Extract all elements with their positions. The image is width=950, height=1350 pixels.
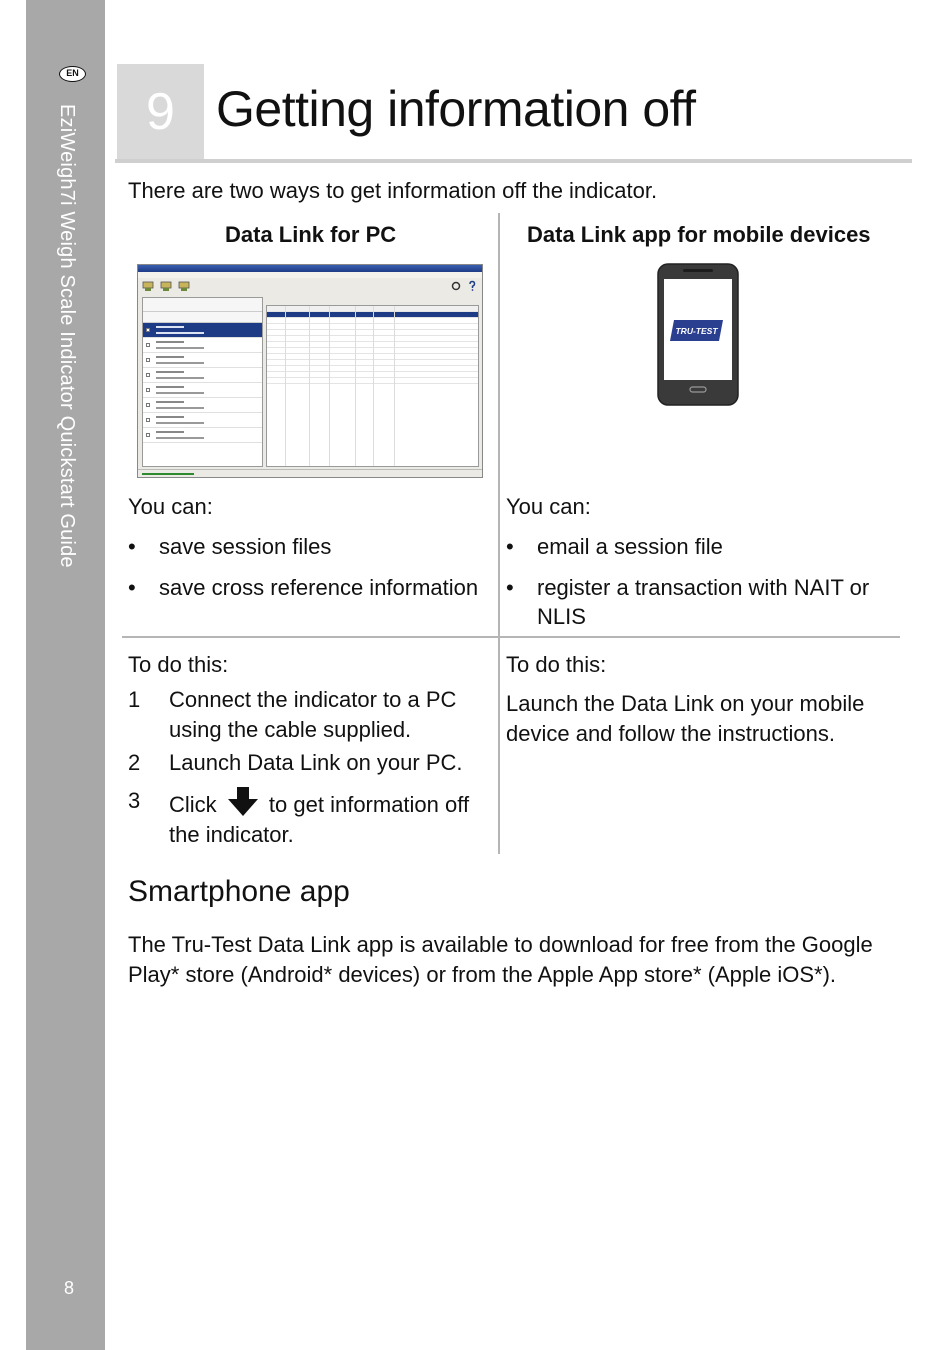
screenshot-toolbar: [138, 278, 482, 294]
list-item: • register a transaction with NAIT or NLIS: [506, 573, 876, 631]
screenshot-records-grid: [266, 305, 479, 467]
step-item: [128, 786, 493, 850]
mobile-capabilities-list: [506, 532, 876, 643]
list-item: • save session files: [128, 532, 488, 561]
step-text: Launch Data Link on your PC.: [169, 750, 463, 775]
pc-you-can: You can:: [128, 494, 213, 519]
step-text-after: to get information off the indicator.: [169, 792, 470, 847]
mobile-column-heading: Data Link app for mobile devices: [527, 222, 871, 247]
smartphone-icon: [657, 263, 739, 406]
page-number: 8: [63, 1278, 74, 1298]
column-divider: [498, 213, 500, 854]
list-item: • save cross reference information: [128, 573, 488, 602]
pc-to-do-heading: To do this:: [128, 652, 229, 677]
download-arrow-icon: [227, 786, 259, 818]
mobile-instructions: Launch the Data Link on your mobile device and follow the instructions.: [506, 691, 865, 746]
tru-test-logo: [670, 320, 723, 341]
smartphone-section-text: The Tru-Test Data Link app is available to download for free from the Google Play* store (Android* devices) or from the Apple App store* (Apple iOS*).: [128, 932, 873, 987]
step-number: 2: [128, 750, 141, 775]
chapter-rule: [115, 159, 912, 163]
toolbar-device-icon: [142, 280, 154, 292]
pc-steps-list: [128, 685, 493, 853]
pc-column-heading: Data Link for PC: [225, 222, 397, 247]
pc-capabilities-list: [128, 532, 488, 614]
step-text: Connect the indicator to a PC using the cable supplied.: [169, 687, 457, 742]
step-number: 3: [128, 788, 141, 813]
step-text-before: Click: [169, 792, 217, 817]
toolbar-help-icon: [466, 280, 478, 292]
document-title: EziWeigh7i Weigh Scale Indicator Quickstart Guide: [56, 104, 78, 568]
mobile-you-can: You can:: [506, 494, 591, 519]
chapter-number: 9: [117, 64, 204, 160]
step-item: [128, 685, 493, 745]
screenshot-session-list: [142, 297, 263, 467]
intro-text: There are two ways to get information off the indicator.: [128, 178, 658, 203]
list-item: • email a session file: [506, 532, 876, 561]
chapter-title: Getting information off: [216, 81, 696, 137]
mobile-to-do-heading: To do this:: [506, 652, 607, 677]
screenshot-titlebar: [138, 265, 482, 272]
language-badge: EN: [59, 66, 86, 82]
smartphone-section-title: Smartphone app: [128, 875, 350, 908]
step-item: [128, 748, 493, 778]
phone-logo-text: TRU-TEST: [675, 326, 718, 336]
data-link-pc-screenshot: [137, 264, 483, 478]
toolbar-device-icon: [178, 280, 190, 292]
toolbar-device-icon: [160, 280, 172, 292]
step-number: 1: [128, 687, 141, 712]
toolbar-settings-icon: [450, 280, 462, 292]
screenshot-statusbar: [138, 469, 482, 477]
